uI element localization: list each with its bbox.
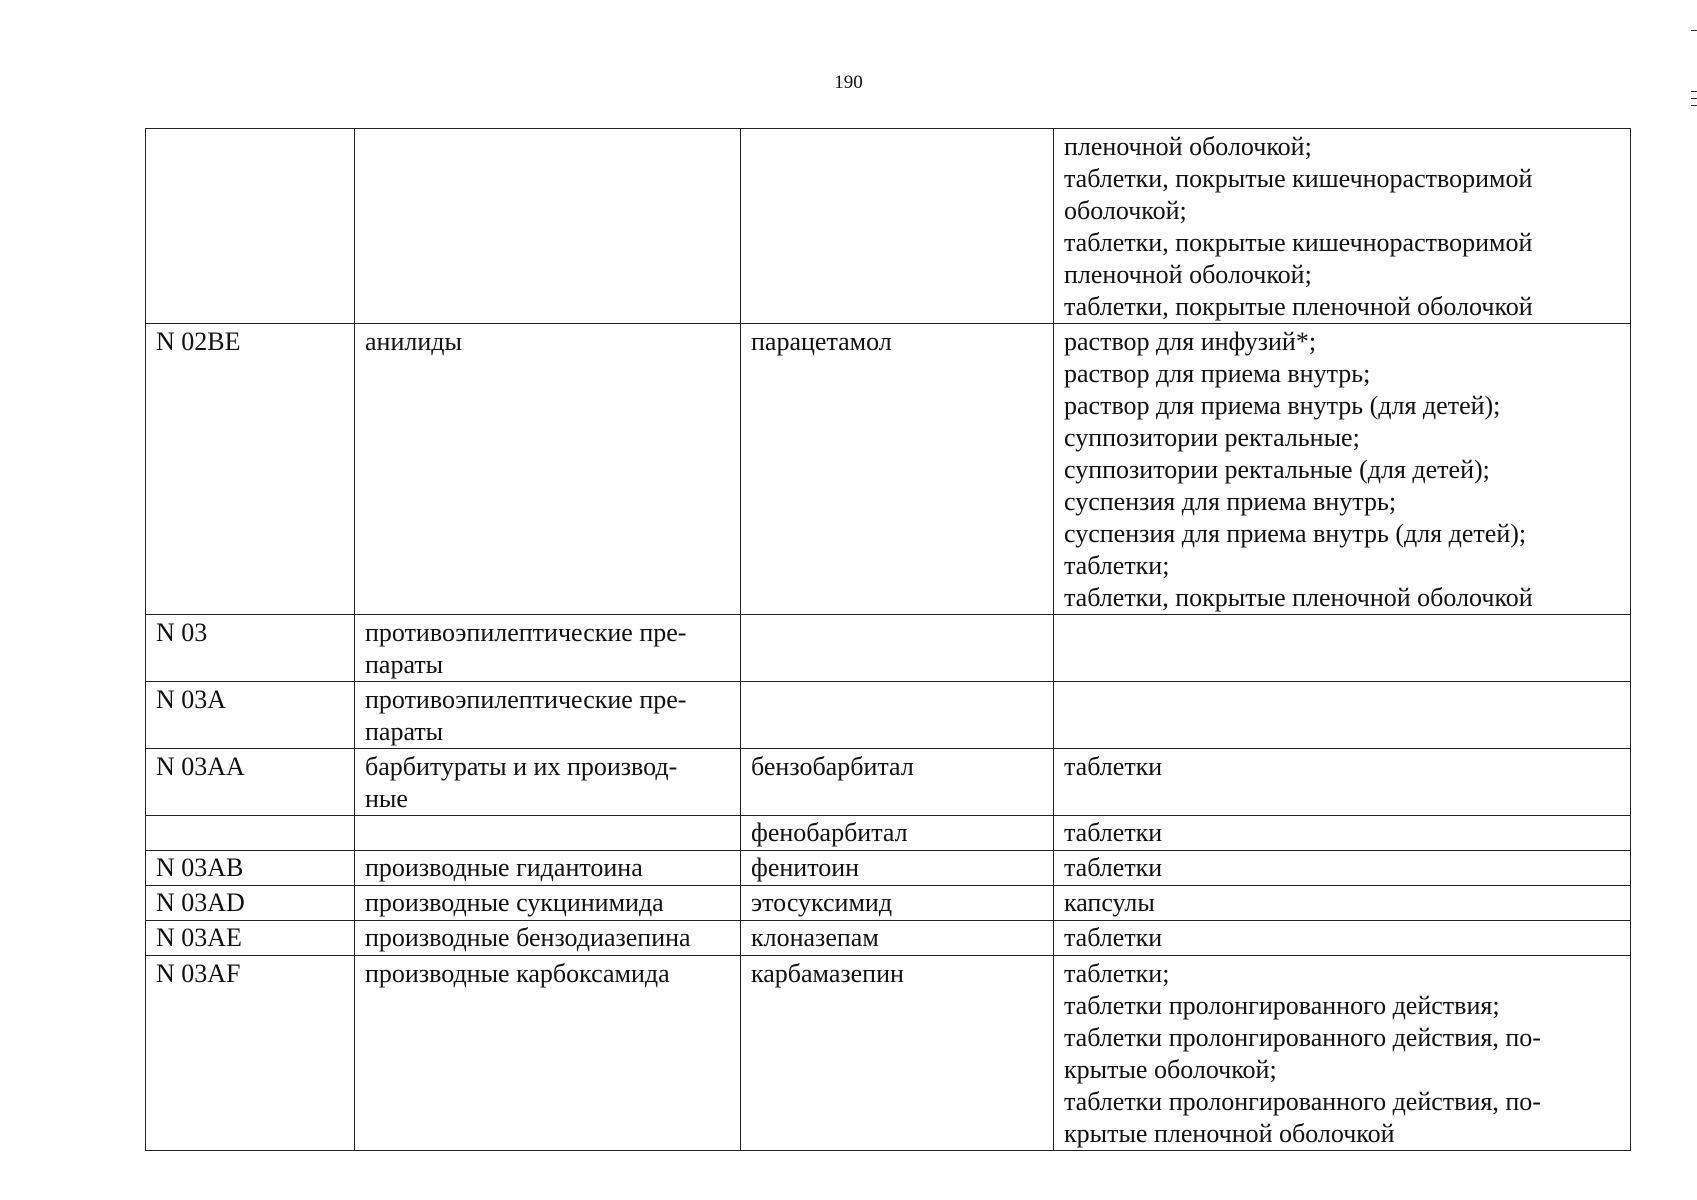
dosage-forms-cell: таблетки <box>1054 921 1631 956</box>
scan-edge-mark <box>1691 91 1697 92</box>
table-row <box>146 956 1631 1151</box>
drug-name-cell: клоназепам <box>741 921 1054 956</box>
atc-code-cell: N 03AA <box>146 749 355 816</box>
group-name-cell: противоэпилептические пре- параты <box>355 615 741 682</box>
drug-name-cell: бензобарбитал <box>741 749 1054 816</box>
scan-edge-marks <box>1691 30 1697 112</box>
dosage-forms-cell: пленочной оболочкой; таблетки, покрытые кишечнорастворимой оболочкой; таблетки, покрытые кишечнорастворимой пленочной оболочкой; таблетки, покрытые пленочной оболочкой <box>1054 129 1631 324</box>
table-row <box>146 921 1631 956</box>
table-row <box>146 129 1631 324</box>
dosage-forms-cell <box>1054 615 1631 682</box>
dosage-forms-cell: раствор для инфузий*; раствор для приема внутрь; раствор для приема внутрь (для детей); суппозитории ректальные; суппозитории ректальные (для детей); суспензия для приема внутрь; суспензия для приема внутрь (для детей); таблетки; таблетки, покрытые пленочной оболочкой <box>1054 324 1631 615</box>
table-row <box>146 749 1631 816</box>
atc-code-cell: N 03A <box>146 682 355 749</box>
page-number: 190 <box>834 72 863 93</box>
table-row <box>146 324 1631 615</box>
table-row <box>146 816 1631 851</box>
scan-edge-mark <box>1691 105 1697 106</box>
atc-code-cell <box>146 129 355 324</box>
drug-name-cell: парацетамол <box>741 324 1054 615</box>
group-name-cell: анилиды <box>355 324 741 615</box>
drug-name-cell: этосуксимид <box>741 886 1054 921</box>
atc-code-cell: N 03AB <box>146 851 355 886</box>
atc-code-cell <box>146 816 355 851</box>
dosage-forms-cell: таблетки <box>1054 816 1631 851</box>
scan-edge-mark <box>1691 30 1697 31</box>
group-name-cell <box>355 816 741 851</box>
dosage-forms-cell <box>1054 682 1631 749</box>
atc-code-cell: N 03AF <box>146 956 355 1151</box>
drug-name-cell <box>741 129 1054 324</box>
drug-name-cell <box>741 682 1054 749</box>
atc-code-cell: N 03 <box>146 615 355 682</box>
group-name-cell: производные сукцинимида <box>355 886 741 921</box>
drug-name-cell: фенитоин <box>741 851 1054 886</box>
table-row <box>146 886 1631 921</box>
group-name-cell: производные бензодиазепина <box>355 921 741 956</box>
table-row <box>146 615 1631 682</box>
dosage-forms-cell: капсулы <box>1054 886 1631 921</box>
drug-name-cell <box>741 615 1054 682</box>
group-name-cell: барбитураты и их производ- ные <box>355 749 741 816</box>
dosage-forms-cell: таблетки <box>1054 851 1631 886</box>
table-row <box>146 682 1631 749</box>
drug-name-cell: карбамазепин <box>741 956 1054 1151</box>
atc-code-cell: N 03AD <box>146 886 355 921</box>
dosage-forms-cell: таблетки <box>1054 749 1631 816</box>
group-name-cell <box>355 129 741 324</box>
medicines-table <box>145 128 1631 1151</box>
group-name-cell: производные карбоксамида <box>355 956 741 1151</box>
atc-code-cell: N 03AE <box>146 921 355 956</box>
group-name-cell: противоэпилептические пре- параты <box>355 682 741 749</box>
table-row <box>146 851 1631 886</box>
atc-code-cell: N 02BE <box>146 324 355 615</box>
group-name-cell: производные гидантоина <box>355 851 741 886</box>
dosage-forms-cell: таблетки; таблетки пролонгированного действия; таблетки пролонгированного действия, по- крытые оболочкой; таблетки пролонгированного действия, по- крытые пленочной оболочкой <box>1054 956 1631 1151</box>
scan-edge-mark <box>1691 98 1697 99</box>
drug-name-cell: фенобарбитал <box>741 816 1054 851</box>
